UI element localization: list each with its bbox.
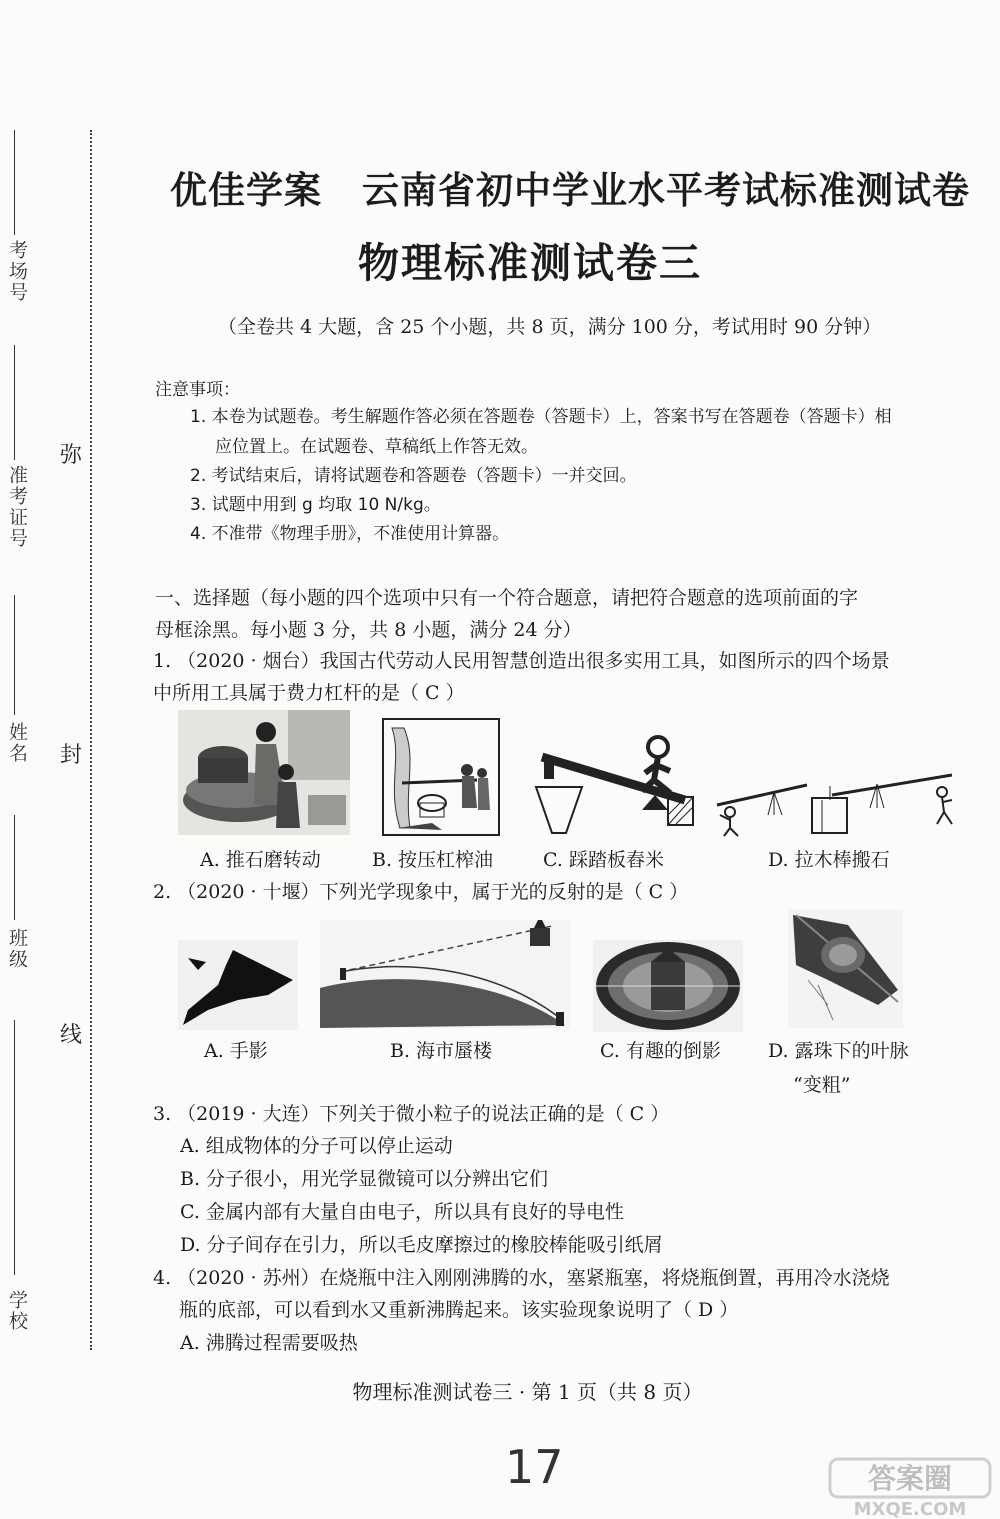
q2-caption-d-cont: “变粗” — [793, 1074, 851, 1096]
reflection-figure — [593, 940, 743, 1032]
section-heading — [155, 582, 975, 646]
note-item: 2. 考试结束后，请将试题卷和答题卷（答题卡）一并交回。 — [190, 466, 637, 486]
label-name: 姓名 — [6, 722, 28, 764]
note-item: 1. 本卷为试题卷。考生解题作答必须在答题卷（答题卡）上，答案书写在答题卷（答题卡）相 — [190, 407, 892, 427]
question-1 — [153, 645, 973, 709]
label-exam-room: 考场号 — [6, 240, 28, 303]
q1-caption-d: D. 拉木棒搬石 — [768, 849, 890, 871]
mirage-figure — [320, 920, 570, 1028]
note-item: 4. 不准带《物理手册》，不准使用计算器。 — [190, 524, 510, 544]
lever-stone-figure — [712, 770, 970, 838]
question-text: 3. （2019 · 大连）下列关于微小粒子的说法正确的是（ C ） — [153, 1103, 670, 1125]
oil-press-figure — [382, 718, 500, 836]
binding-dotted-line — [90, 130, 92, 1350]
seal-char-xian: 线 — [60, 1023, 83, 1048]
page-footer: 物理标准测试卷三 · 第 1 页（共 8 页） — [352, 1380, 703, 1404]
q3-option-b: B. 分子很小，用光学显微镜可以分辨出它们 — [180, 1168, 549, 1190]
brand-name: 优佳学案 — [170, 168, 322, 212]
stone-mill-figure — [178, 710, 350, 835]
q3-option-c: C. 金属内部有大量自由电子，所以具有良好的导电性 — [180, 1201, 624, 1223]
seal-char-mi: 弥 — [60, 443, 83, 468]
q1-caption-b: B. 按压杠榨油 — [372, 849, 494, 871]
question-3 — [153, 1098, 973, 1130]
fill-line — [14, 815, 15, 920]
q2-caption-d: D. 露珠下的叶脉 — [768, 1040, 909, 1062]
question-text: 4. （2020 · 苏州）在烧瓶中注入刚刚沸腾的水，塞紧瓶塞，将烧瓶倒置，再用冷水浇烧 — [153, 1267, 890, 1289]
question-text: 中所用工具属于费力杠杆的是（ C ） — [153, 682, 465, 704]
fill-line — [14, 345, 15, 460]
question-text: 瓶的底部，可以看到水又重新沸腾起来。该实验现象说明了（ D ） — [179, 1299, 739, 1321]
paper-info: （全卷共 4 大题，含 25 个小题，共 8 页，满分 100 分，考试用时 90 分钟） — [218, 316, 882, 338]
exam-series: 云南省初中学业水平考试标准测试卷 — [362, 168, 970, 212]
binding-margin — [0, 0, 100, 1519]
q1-caption-a: A. 推石磨转动 — [200, 849, 321, 871]
dew-leaf-figure — [788, 910, 903, 1028]
seal-char-feng: 封 — [60, 743, 83, 768]
header-title — [170, 160, 970, 214]
label-class: 班级 — [6, 928, 28, 970]
pedal-pestle-figure — [530, 735, 695, 840]
q3-option-a: A. 组成物体的分子可以停止运动 — [180, 1135, 453, 1157]
hand-shadow-figure — [178, 940, 298, 1030]
label-school: 学校 — [6, 1290, 28, 1332]
watermark-text: 答案圈 — [867, 1462, 953, 1495]
q2-caption-c: C. 有趣的倒影 — [600, 1040, 721, 1062]
question-text: 2. （2020 · 十堰）下列光学现象中，属于光的反射的是（ C ） — [153, 881, 689, 903]
fill-line — [14, 130, 15, 235]
section-line: 一、选择题（每小题的四个选项中只有一个符合题意，请把符合题意的选项前面的字 — [155, 587, 859, 609]
handwritten-page-number: 17 — [505, 1440, 564, 1494]
label-ticket-number: 准考证号 — [6, 465, 28, 549]
question-2 — [153, 876, 973, 908]
question-text: 1. （2020 · 烟台）我国古代劳动人民用智慧创造出很多实用工具，如图所示的四个场景 — [153, 650, 890, 672]
paper-title: 物理标准测试卷三 — [358, 239, 702, 287]
section-line: 母框涂黑。每小题 3 分，共 8 小题，满分 24 分） — [155, 619, 582, 641]
question-4 — [153, 1262, 973, 1326]
fill-line — [14, 595, 15, 715]
watermark-logo — [800, 1455, 1000, 1519]
note-item: 应位置上。在试题卷、草稿纸上作答无效。 — [215, 437, 538, 457]
watermark-url: MXQE.COM — [853, 1499, 967, 1519]
notes-heading: 注意事项： — [155, 380, 240, 400]
q2-caption-b: B. 海市蜃楼 — [390, 1040, 493, 1062]
q2-caption-a: A. 手影 — [204, 1040, 268, 1062]
q3-option-d: D. 分子间存在引力，所以毛皮摩擦过的橡胶棒能吸引纸屑 — [180, 1234, 663, 1256]
fill-line — [14, 1020, 15, 1275]
q1-caption-c: C. 踩踏板舂米 — [543, 849, 664, 871]
note-item: 3. 试题中用到 g 均取 10 N/kg。 — [190, 495, 441, 515]
q4-option-a: A. 沸腾过程需要吸热 — [180, 1332, 358, 1354]
